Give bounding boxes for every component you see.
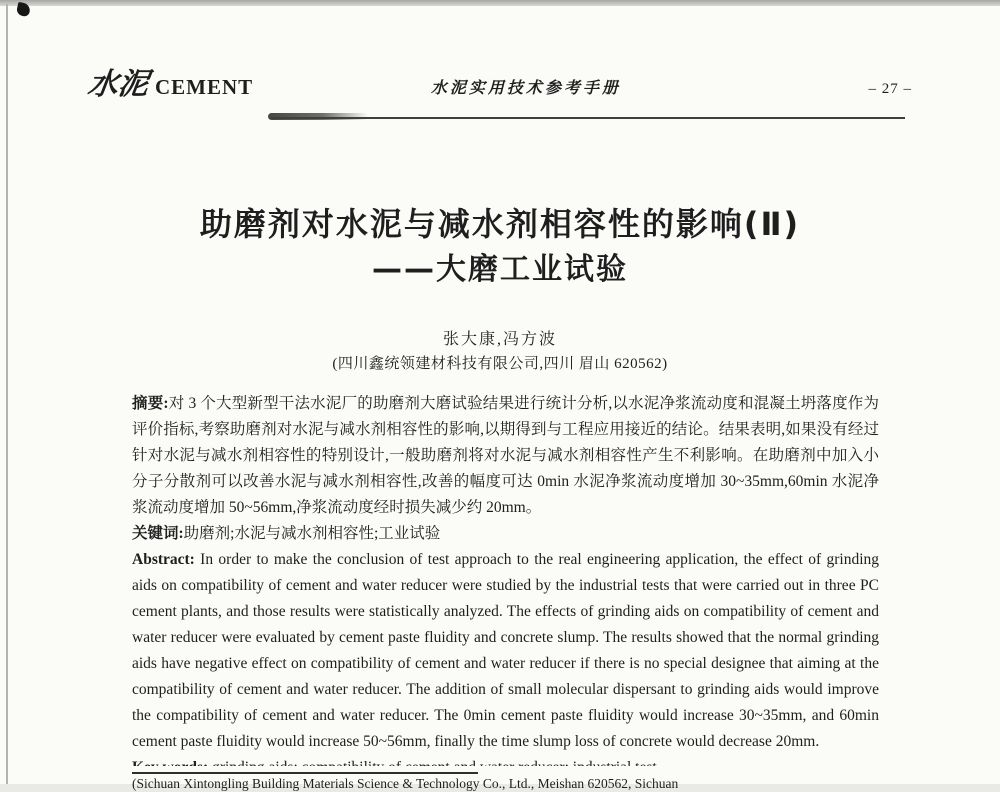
footnote-affiliation-cutoff: (Sichuan Xintongling Building Materials Science & Technology Co., Ltd., Meishan 620562, Sichuan xyxy=(132,776,679,791)
abstract-en-text: In order to make the conclusion of test approach to the real engineering application, the effect of grinding aids on compatibility of cement and water reducer were studied by the industrial tests that were carried out in three PC cement plants, and those results were statistically analyzed. The effects of grinding aids on compatibility of cement and water reducer were evaluated by cement paste fluidity and concrete slump. The results showed that the normal grinding aids have negative effect on compatibility of cement and water reducer if there is no special designee that aiming at the compatibility of cement and water reducer. The addition of small molecular dispersant to grinding aids would improve the compatibility of cement and water reducer. The 0min cement paste fluidity would increase 30~35mm, and 60min cement paste fluidity would increase 50~56mm, finally the time slump loss of concrete would decrease 20mm. xyxy=(132,551,879,750)
journal-logo-english: CEMENT xyxy=(155,75,254,99)
header-rule xyxy=(271,117,905,119)
affiliation: (四川鑫统领建材科技有限公司,四川 眉山 620562) xyxy=(332,356,668,372)
journal-logo-chinese: 水泥 xyxy=(85,67,151,102)
keywords-zh-text: 助磨剂;水泥与减水剂相容性;工业试验 xyxy=(183,525,441,542)
abstract-zh xyxy=(132,391,879,521)
article-front-matter xyxy=(132,391,879,781)
abstract-en-label: Abstract: xyxy=(132,551,195,568)
article-title-line2: ——大磨工业试验 xyxy=(372,252,628,287)
running-head-title: 水泥实用技术参考手册 xyxy=(430,80,621,97)
scan-artifact-top-band xyxy=(0,0,1000,6)
journal-logo xyxy=(85,67,254,102)
page-header xyxy=(85,67,912,102)
abstract-zh-text: 对 3 个大型新型干法水泥厂的助磨剂大磨试验结果进行统计分析,以水泥净浆流动度和混凝土坍落度作为评价指标,考察助磨剂对水泥与减水剂相容性的影响,以期得到与工程应用接近的结论。结果表明,如果没有经过针对水泥与减水剂相容性的特别设计,一般助磨剂将对水泥与减水剂相容性产生不利影响。在助磨剂中加入小分子分散剂可以改善水泥与减水剂相容性,改善的幅度可达 0min 水泥净浆流动度增加 30~35mm,60min 水泥净浆流动度增加 50~56mm,净浆流动度经时损失减少约 20mm。 xyxy=(132,395,879,516)
abstract-en xyxy=(132,547,879,755)
page-number: – 27 – xyxy=(868,81,912,97)
keywords-zh-label: 关键词: xyxy=(132,525,184,542)
footnote-rule xyxy=(132,772,478,774)
footnote-band xyxy=(132,766,879,791)
keywords-zh xyxy=(132,521,879,547)
authors: 张大康,冯方波 xyxy=(442,331,557,348)
abstract-zh-label: 摘要: xyxy=(132,395,169,412)
article-title-line1: 助磨剂对水泥与减水剂相容性的影响(Ⅱ) xyxy=(199,205,801,243)
scan-artifact-left-edge xyxy=(6,4,8,784)
